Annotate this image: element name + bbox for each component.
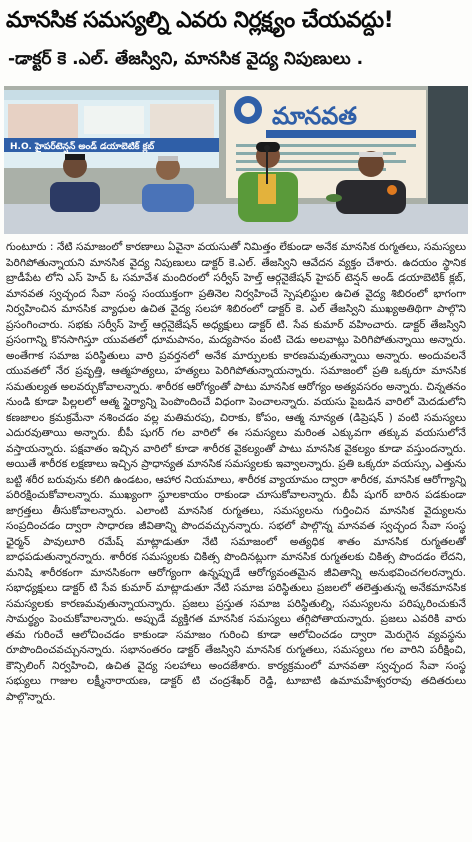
- event-photo: [4, 86, 468, 234]
- right-banner-title: మానవత: [272, 102, 357, 130]
- left-banner-text: H.O. హైపర్‌టెన్షన్ అండ్ డయాబెటిక్ క్లబ్: [10, 142, 155, 152]
- article-paragraph: గుంటూరు : నేటి సమాజంలో కారణాలు ఏవైనా వయసుతో నిమిత్తం లేకుండా అనేక మానసిక రుగ్మతలు, సమస్యలు పెరిగిపోతున్నాయని మానసిక వైద్య నిపుణులు డాక్టర్ కె.ఎల్. తేజస్విని ఆవేదన వ్యక్తం చేశారు. ఉదయం స్థానిక బ్రాడీపేట లోని ఎస్ హెచ్ ఓ సమావేశ మందిరంలో సర్వీస్ హెల్త్ ఆర్గనైజేషన్ హైపర్ టెన్షన్ అండ్ డయాబెటిక్ క్లబ్, మానవత స్వచ్ఛంద సేవా సంస్థ సంయుక్తంగా ప్రతినెల నిర్వహించే స్పెషలిస్టుల ఉచిత వైద్య శిబిరంలో భాగంగా నిర్వహించిన మానసిక వ్యాధుల ఉచిత వైద్య సలహా శిబిరంలో డాక్టర్ కె. ఎల్ తేజస్విని ముఖ్యఅతిథిగా పాల్గొని ప్రసంగించారు. సభకు సర్వీస్ హెల్త్ ఆర్గనైజేషన్ అధ్యక్షులు డాక్టర్ టి. సేవ కుమార్ వహించారు. డాక్టర్ తేజస్విని ప్రసంగాన్ని కొనసాగిస్తూ యువతలో ధూమపానం, మద్యపానం వంటి చెడు అలవాట్లు పెరిగిపోతున్నాయి అన్నారు. అంతేగాక సమాజ పరిస్థితులు వారి ప్రవర్తనలో అనేక మార్పులకు కారణమవుతున్నాయి అన్నారు. అందువలనే యువతలో నేర ప్రవృత్తి, ఆత్మహత్యలు, హత్యలు పెరిగిపోతున్నాయన్నారు. సమాజంలో ప్రతి ఒక్కరూ మానసిక సమతుల్యత అలవర్చుకోవాలన్నారు. శారీరక ఆరోగ్యంతో పాటు మానసిక ఆరోగ్యం అత్యవసరం అన్నారు. చిన్నతనం నుండి కూడా పిల్లలలో ఆత్మ స్థైర్యాన్ని పెంపొందించే విధంగా పెంచాలన్నారు. వయసు పైబడిన వారిలో మెదడులోని కణజాలం క్రమక్రమేనా నశించడం వల్ల మతిమరపు, చిరాకు, కోపం, ఆత్మ నూన్యత (డిప్రెషన్ ) వంటి సమస్యలు ఎదురవుతాయి అన్నారు. బీపీ షుగర్ గల వారిలో ఈ సమస్యలు మరింత ఎక్కువగా తక్కువ వయసులోనే వస్తాయన్నారు. పక్షవాతం ఇచ్చిన వారిలో కూడా శారీరక వైకల్యంతో పాటు మానసిక వైకల్యం కూడా వస్తుందన్నారు. అయితే శారీరక లక్షణాలు ఇచ్చిన ప్రాధాన్యత మానసిక సమస్యలకు ఇవ్వాలన్నారు. ప్రతి ఒక్కరూ వయస్సు, ఎత్తును బట్టి శరీర బరువును కలిగి ఉండటం, ఆహార నియమాలు, శారీరక వ్యాయామం ద్వారా శారీరక, మానసిక ఆరోగ్యాన్ని పరిరక్షించుకోవాలన్నారు. ముఖ్యంగా స్థూలకాయం రాకుండా చూసుకోవాలన్నారు. బీపీ షుగర్ బారిన పడకుండా జాగ్రత్తలు తీసుకోవాలన్నారు. ఎలాంటి మానసిక రుగ్మతలు, సమస్యలను గుర్తించిన మానసిక వైద్యులను సంప్రదించడం ద్వారా సాధారణ జీవితాన్ని పొందవచ్చునన్నారు. సభలో పాల్గొన్న మానవత స్వచ్ఛంద సేవా సంస్థ ఛైర్మన్ పావులూరి రమేష్ మాట్లాడుతూ నేటి సమాజంలో అత్యధిక శాతం మానసిక రుగ్మతలతో బాధపడుతున్నారన్నారు. శారీరక సమస్యలకు చికిత్స పొందినట్లుగా మానసిక రుగ్మతలకు చికిత్స పొందడం లేదని, మనిషి శారీరకంగా మానసికంగా ఆరోగ్యంగా ఉన్నప్పుడే ఆరోగ్యవంతమైన జీవితాన్ని అనుభవించగలరన్నారు. సభాధ్యక్షులు డాక్టర్ టి సేవ కుమార్ మాట్లాడుతూ నేటి సమాజ పరిస్థితులు ప్రజలలో తలెత్తుతున్న అనేకమానసిక సమస్యలకు కారణమవుతున్నాయన్నారు. ప్రజలు ప్రస్తుత సమాజ పరిస్థితుల్ని, సమస్యలను పరిష్కరించుకునే సామర్థ్యం పెంచుకోవాలన్నారు. అప్పుడే వ్యక్తిగత మానసిక సమస్యలు తగ్గిపోతాయన్నారు. ప్రజలు ఎవరికి వారు తమ గురించే ఆలోచించడం కాకుండా సమాజం గురించి కూడా ఆలోచించడం ద్వారా మెరుగైన వ్యవస్థను రూపొందించవచ్చునన్నారు. సభానంతరం డాక్టర్ తేజస్విని మానసిక రుగ్మతలు, సమస్యలు గల వారిని పరీక్షించి, కౌన్సిలింగ్ నిర్వహించి, ఉచిత వైద్య సలహాలు అందజేశారు. కార్యక్రమంలో మానవతా స్వచ్ఛంద సేవా సంస్థ సభ్యులు గాజుల లక్ష్మీనారాయణ, డాక్టర్ టి చంద్రశేఖర్ రెడ్డి, టూబాటి ఉమామహేశ్వరరావు తదితరులు పాల్గొన్నారు.: [6, 241, 466, 703]
- article-headline: మానసిక సమస్యల్ని ఎవరు నిర్లక్ష్యం చేయవద్దు!: [6, 8, 394, 33]
- article-body: [6, 240, 466, 838]
- article-byline: -డాక్టర్ కె .ఎల్. తేజస్విని, మానసిక వైద్య నిపుణులు .: [8, 49, 364, 69]
